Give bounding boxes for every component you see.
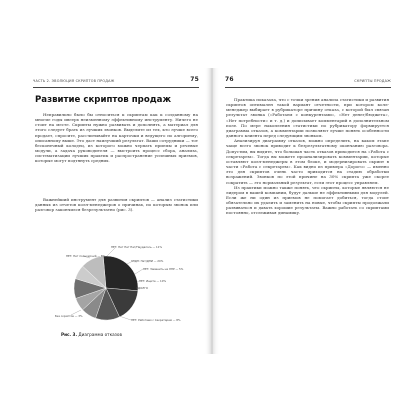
pie-leader-line (107, 248, 115, 256)
section-heading: Развитие скриптов продаж (35, 95, 172, 105)
pie-label: ЗНДП: Нет/ДНИ — 20% (131, 259, 164, 263)
left-body-paragraph-1 (35, 112, 198, 164)
book-spread (21, 68, 403, 354)
paragraph: Анализируя диаграмму отказов, можно определить, на каком этапе чаще всего звонок приводит к безрезультатному окончанию разговора. Допустим, вы видите, что большая часть отказов приходится на «Работа с секретарем». Тогда вы можете проанализировать комментарии, которые оставляют колл-менеджеры в этом блоке, и модернизировать скрипт в части «Работа с секретарем». Как видно из примера «Дорого» — именно это для скриптов очень часто приходится на стадию обработки возражений. Звонков по этой причине на 30% скрипта уже скорее сократить — это нормальный результат, если этот процесс управляем. (226, 138, 389, 185)
figure-caption (61, 332, 122, 337)
right-running-head-text: СКРИПТЫ ПРОДАЖ (354, 79, 391, 83)
left-running-head-text: ЧАСТЬ 2. ЭВОЛЮЦИЯ СКРИПТОВ ПРОДАЖ (33, 79, 115, 83)
right-page (213, 68, 403, 354)
pie-leader-line (119, 316, 131, 320)
paragraph: Из практики можно также понять, что скрипты, которые являются не лидером в вашей компании, будут дальше не эффективными для модулей. Если же ни один из приемов не помогает добиться, тогда стоит обязательно их удалить и заменить на новые, чтобы скрипты продолжали развиваться и давать хорошие результаты. Важно работать со скриптами постоянно, отслеживая динамику. (226, 184, 389, 216)
paragraph: Важнейший инструмент для развития скриптов — анализ статистики данных из отчетов колл-менеджеров о причинах, по которым звонок или разговор закончился безрезультатно (рис. 3). (35, 197, 198, 213)
left-body-paragraph-2 (35, 197, 198, 212)
pie-label: НЕТ: Нет Нет Нет/Неудалось — 11% (111, 245, 163, 249)
pie-label: НЕТ: Работаем с Секретарем — 8% (131, 318, 181, 322)
pie-label: НЕТ: Ищите — 10% (139, 279, 166, 283)
left-page-number: 75 (190, 76, 199, 83)
figure-caption-prefix: Рис. 3. (61, 332, 78, 337)
pie-label: НЕТ: Заменить на ЛПР — 5% (143, 267, 184, 271)
pie-label: Без скриптов — 3% (55, 314, 83, 318)
refusal-pie-figure (35, 226, 199, 342)
pie-leader-line (135, 269, 143, 274)
figure-caption-text: Диаграмма отказов (78, 332, 122, 337)
left-header-rule (33, 87, 199, 88)
right-body-text (226, 97, 389, 216)
right-page-number: 76 (225, 76, 234, 83)
pie-label: ДОЛГО (138, 286, 148, 290)
paragraph: Практика показала, что с точки зрения анализа статистики и развития скриптов оптимален такой вариант отчетности, при котором колл-менеджер выбирает в рубрикаторе причину отказа, с которой был связан результат звонка («Работаем с конкурентами», «Нет денег/бюджета», «Нет потребности» и т. д.) и дописывает комментарий в дополнительном поле. По мере накопления статистики по рубрикатору формируется диаграмма отказов, а комментарии позволяют лучше понять особенности данного клиента перед следующим звонком. (226, 97, 389, 139)
left-page (21, 68, 211, 354)
right-header-rule (225, 87, 391, 88)
paragraph: Неправильно было бы относиться к скриптам как к созданному на многие годы ивеерх неизменному эффективному инструменту. Ничего не стоит на месте. Скрипты нужно развивать и дополнять, а материал для этого следует брать из лучших звонков. Выделите из тех, кто лучше всего продает, спросите, рассчитывайте на карточки и ведущего по алгоритму, описанному выше. Это даст наилучший результат. Ваши сотрудники — тот бесконечный колодец, из которого можно черпать приемы и речевые модули, а задача руководителя — выстроить процесс сбора, анализа, систематизации лучших практик и распространение успешных приемов, которые могут подтянуть средних. (35, 112, 198, 164)
pie-label: НЕТ: Нет полномочий — 8% (66, 254, 106, 258)
